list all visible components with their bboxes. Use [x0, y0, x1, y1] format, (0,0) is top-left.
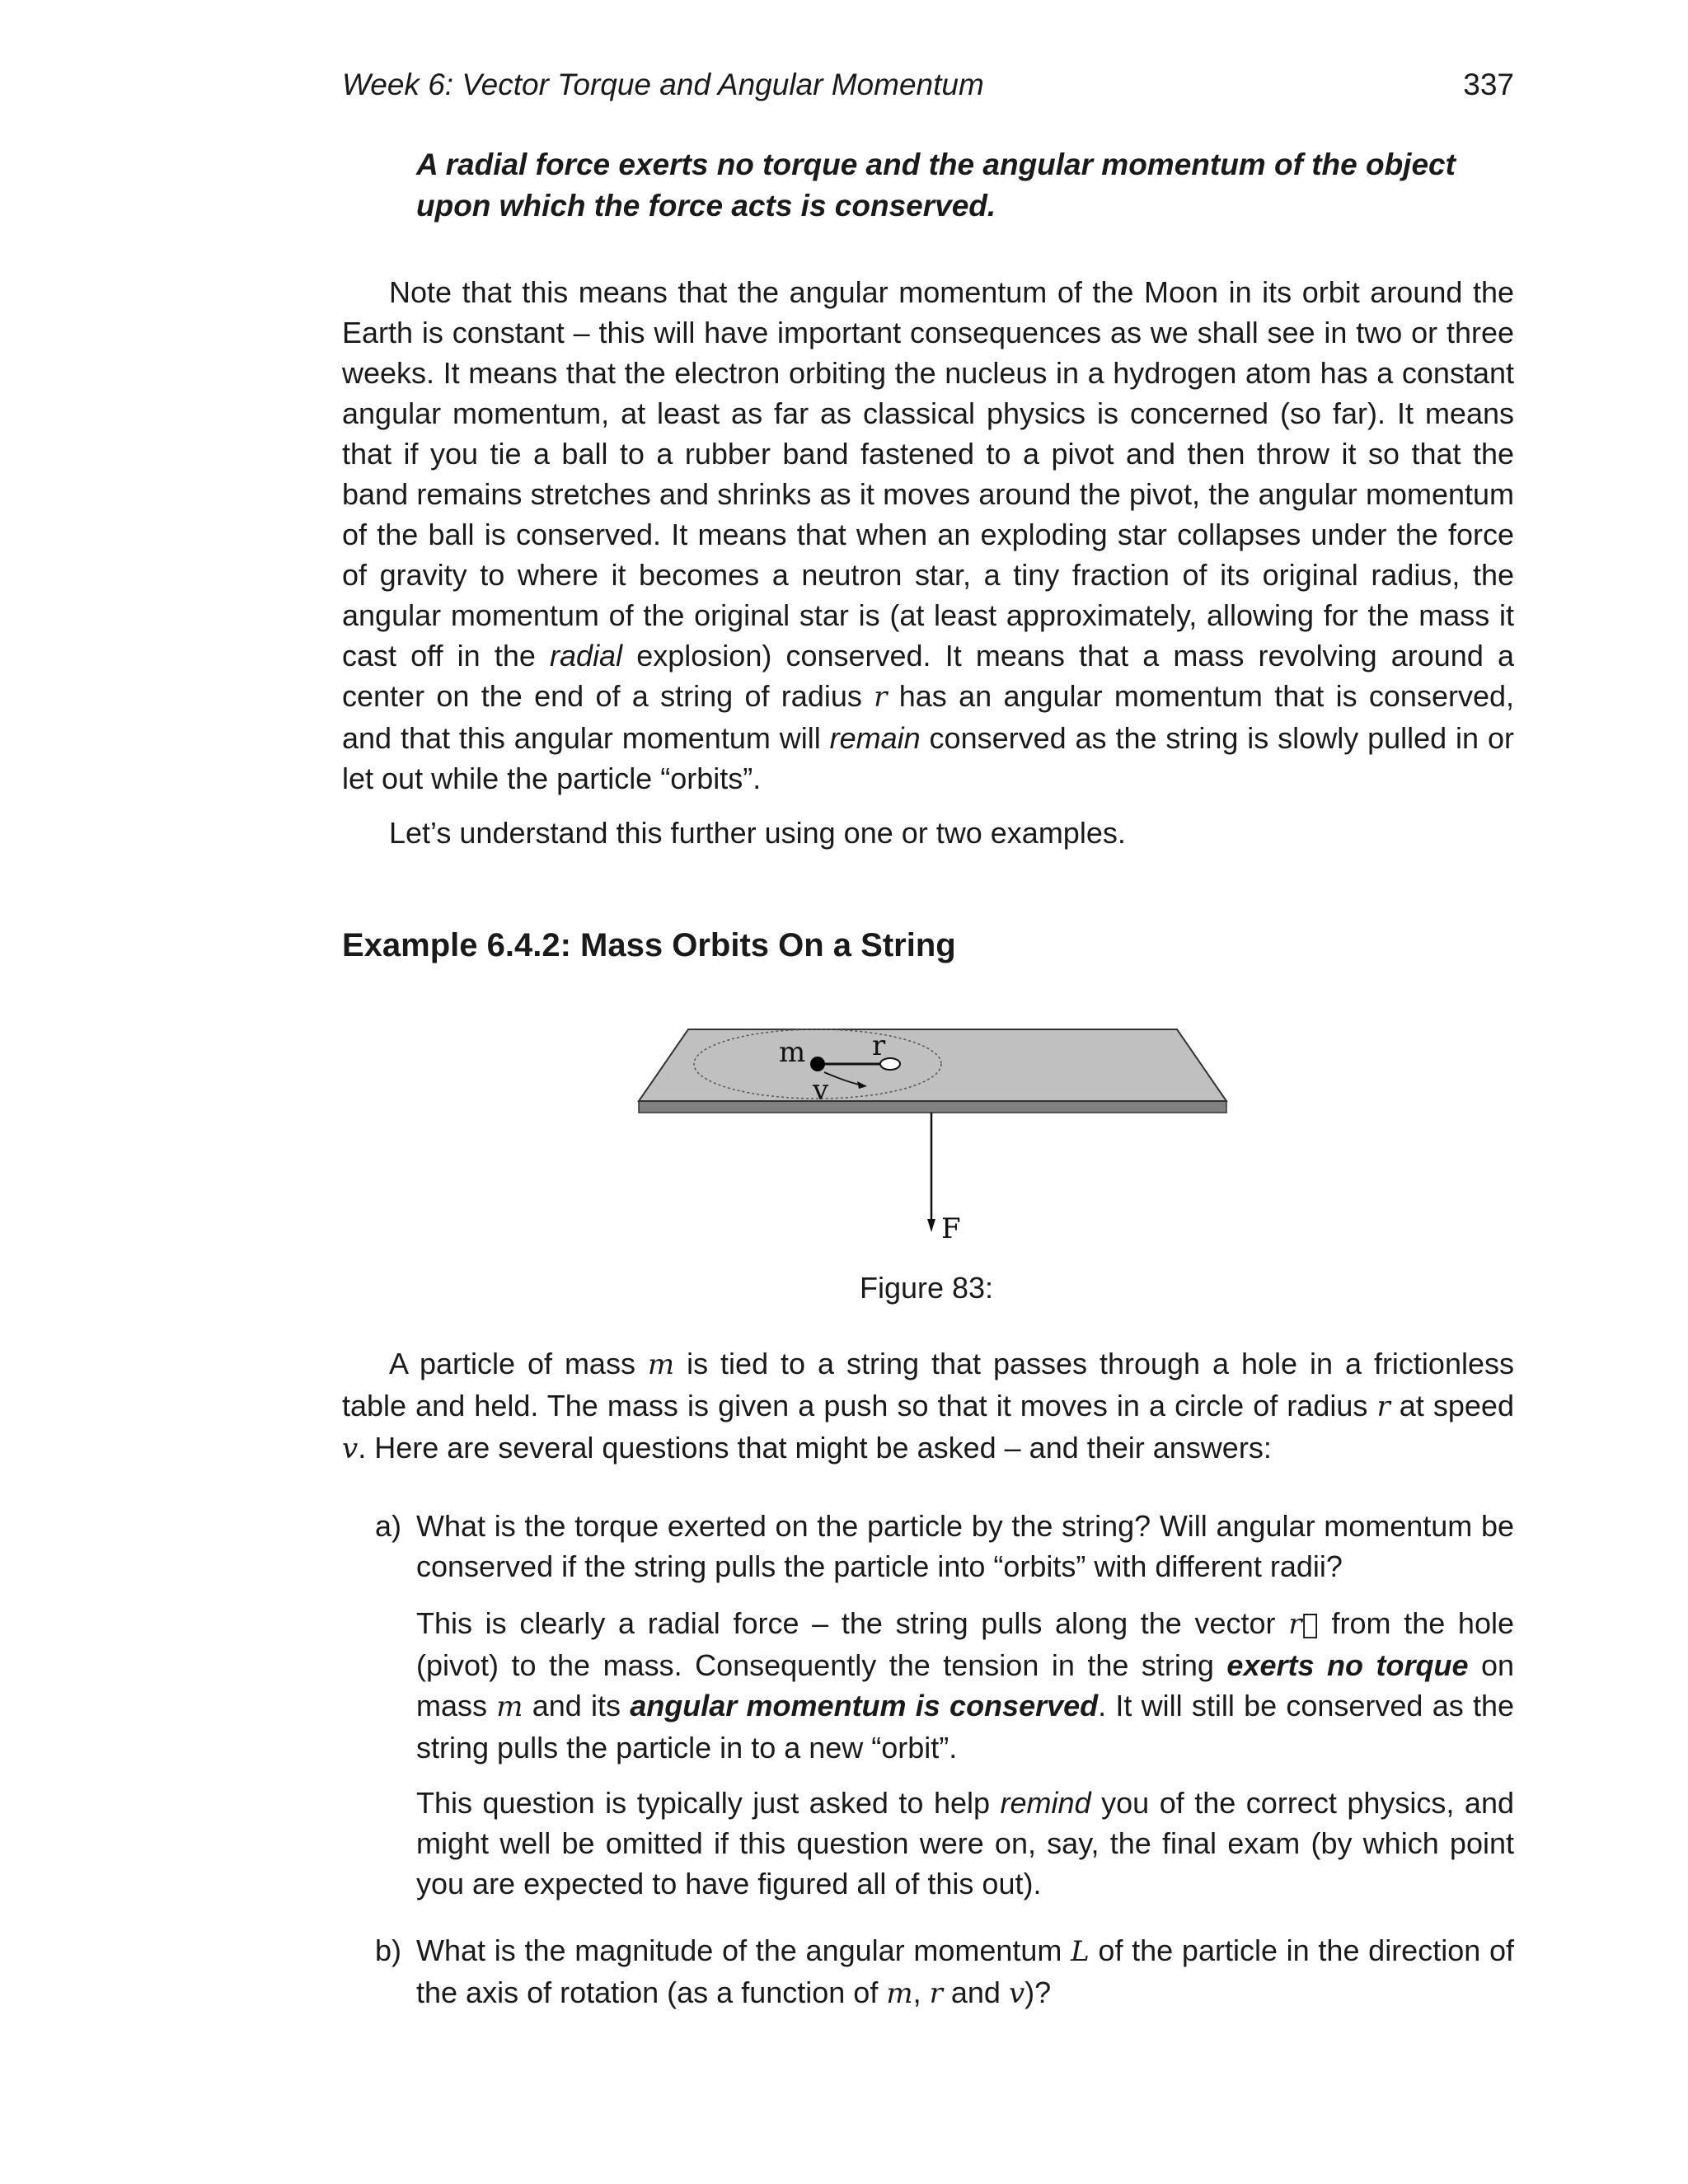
- table-top: [639, 1029, 1226, 1101]
- answer-a-2: This question is typically just asked to help remind you of the correct physics, and might well be omitted if this question were on, say, the final exam (by which point you are expected to have figured all of this out).: [416, 1786, 1514, 1900]
- header-title: Week 6: Vector Torque and Angular Momentum: [342, 68, 984, 101]
- item-label: b): [375, 1933, 402, 1967]
- question-b: What is the magnitude of the angular momentum L of the particle in the direction of the axis of rotation (as a function of m, r and v)?: [416, 1933, 1514, 2010]
- list-item-a: [342, 1506, 1514, 1904]
- label-F: F: [941, 1212, 961, 1245]
- mass-dot: [810, 1057, 825, 1071]
- label-m: m: [779, 1036, 806, 1069]
- key-statement: A radial force exerts no torque and the angular momentum of the object upon which the force acts is conserved.: [416, 148, 1456, 223]
- example-heading: Example 6.4.2: Mass Orbits On a String: [342, 927, 956, 963]
- intro-paragraph: Note that this means that the angular momentum of the Moon in its orbit around the Earth is constant – this will have important consequences as we shall see in two or three weeks. It means that the electron orbiting the nucleus in a hydrogen atom has a constant angular momentum, at least as far as classical physics is concerned (so far). It means that if you tie a ball to a rubber band fastened to a pivot and then throw it so that the band remains stretches and shrinks as it moves around the pivot, the angular momentum of the ball is conserved. It means that when an exploding star collapses under the force of gravity to where it becomes a neutron star, a tiny fraction of its original radius, the angular momentum of the original star is (at least approximately, allowing for the mass it cast off in the radial explosion) conserved. It means that a mass revolving around a center on the end of a string of radius r has an angular momentum that is conserved, and that this angular momentum will remain conserved as the string is slowly pulled in or let out while the particle “orbits”.: [342, 275, 1514, 795]
- problem-statement: A particle of mass m is tied to a string that passes through a hole in a frictionless table and held. The mass is given a push so that it moves in a circle of radius r at speed v. Here are several questions that might be asked – and their answers:: [342, 1347, 1514, 1465]
- list-item-b: [342, 1930, 1514, 2014]
- answer-a-1: This is clearly a radial force – the string pulls along the vector r⃗ from the hole (pivot) to the mass. Consequently the tension in the string exerts no torque on mass m and its angular momentum is conserved. It will still be conserved as the string pulls the particle in to a new “orbit”.: [416, 1606, 1515, 1765]
- question-list-b: [342, 1930, 1514, 2014]
- item-label: a): [375, 1509, 402, 1543]
- label-r: r: [872, 1029, 886, 1062]
- intro-paragraph-2: Let’s understand this further using one or two examples.: [389, 816, 1126, 850]
- question-a: What is the torque exerted on the particle by the string? Will angular momentum be conserved if the string pulls the particle into “orbits” with different radii?: [416, 1509, 1514, 1583]
- force-arrowhead: [927, 1219, 935, 1232]
- page-number: 337: [1463, 68, 1514, 101]
- table-edge: [639, 1101, 1226, 1113]
- figure-caption: Figure 83:: [859, 1271, 994, 1305]
- label-v: v: [813, 1074, 829, 1107]
- question-list: [342, 1506, 1514, 1904]
- figure-83: [635, 1018, 1236, 1249]
- running-header: [342, 64, 1514, 105]
